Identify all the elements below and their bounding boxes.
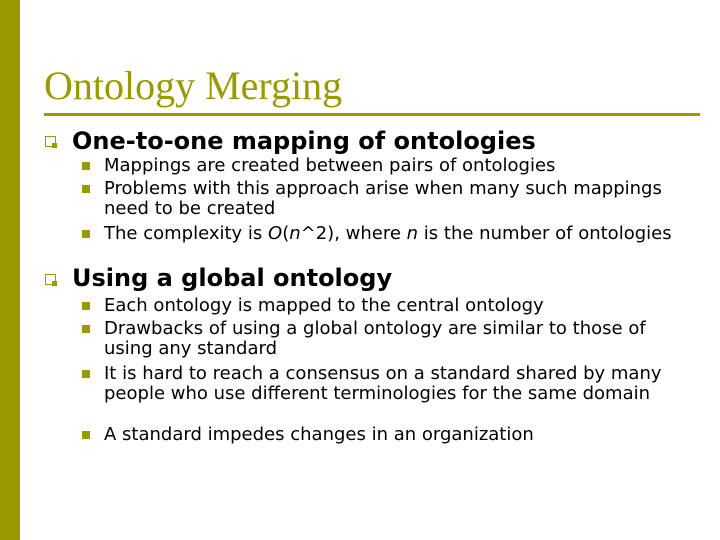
list-item: A standard impedes changes in an organization	[104, 424, 534, 445]
slide-title: Ontology Merging	[44, 63, 343, 108]
small-square-bullet-icon	[82, 185, 90, 193]
small-square-bullet-icon	[82, 162, 90, 170]
small-square-bullet-icon	[82, 325, 90, 333]
small-square-bullet-icon	[82, 370, 90, 378]
left-accent-bar	[0, 0, 20, 540]
small-square-bullet-icon	[82, 431, 90, 439]
small-square-bullet-icon	[82, 230, 90, 238]
list-item	[104, 224, 674, 244]
text-run: is the number of ontologies	[418, 223, 672, 244]
text-run: The complexity is	[104, 223, 269, 244]
list-item: Each ontology is mapped to the central ontology	[104, 295, 544, 316]
title-underline	[44, 113, 700, 116]
small-square-bullet-icon	[82, 302, 90, 310]
math-variable: n	[406, 223, 419, 244]
math-variable: n	[289, 223, 301, 244]
list-item: Drawbacks of using a global ontology are similar to those of using any standard	[104, 318, 646, 359]
text-run: (	[282, 223, 290, 244]
text-run: ^2), where	[300, 223, 407, 244]
square-bullet-icon	[45, 136, 56, 147]
list-item: It is hard to reach a consensus on a standard shared by many people who use different terminologies for the same domain	[104, 363, 662, 404]
square-bullet-icon	[45, 274, 56, 285]
section-heading: Using a global ontology	[72, 264, 393, 292]
section-heading: One-to-one mapping of ontologies	[72, 127, 536, 155]
math-variable: O	[268, 223, 283, 244]
list-item: Mappings are created between pairs of ontologies	[104, 155, 556, 176]
list-item: Problems with this approach arise when many such mappings need to be created	[104, 178, 662, 219]
